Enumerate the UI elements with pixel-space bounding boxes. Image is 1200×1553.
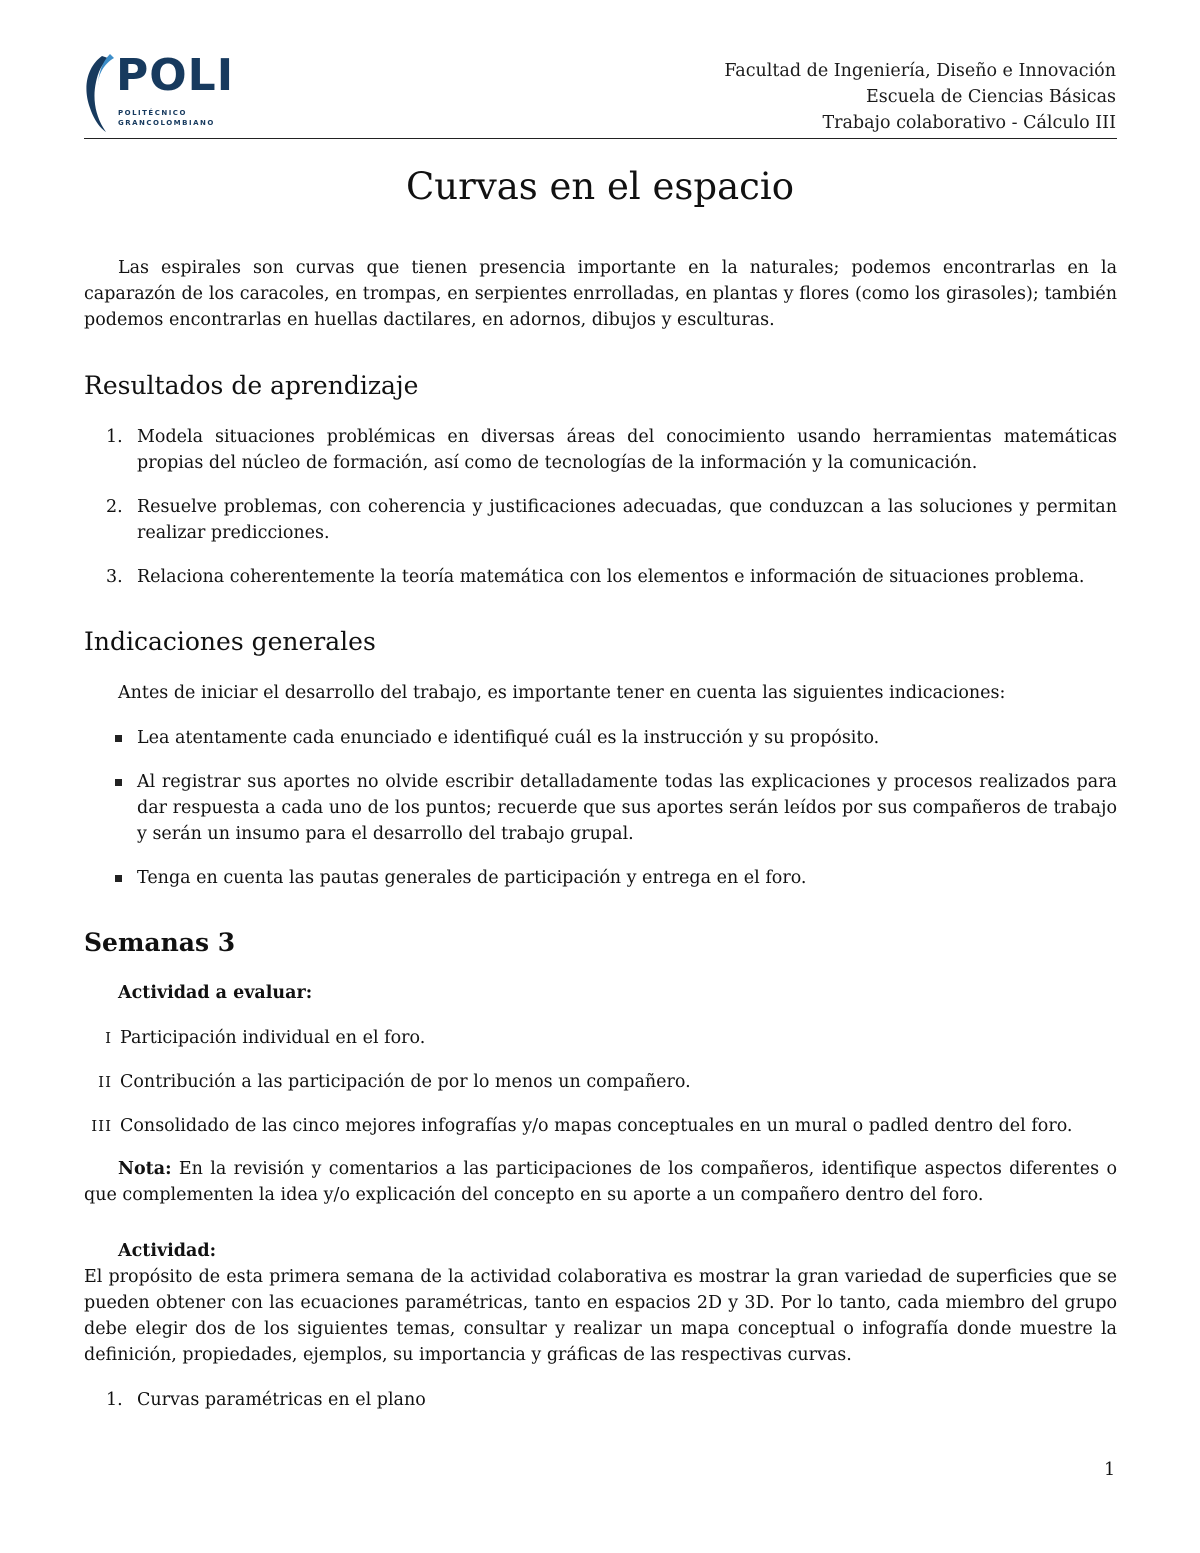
document-title: Curvas en el espacio [406,165,794,208]
intro-paragraph: Las espirales son curvas que tienen presencia importante en la naturales; podemos encontrarlas en la caparazón de los caracoles, en trompas, en serpientes enrrolladas, en plantas y flores (como los girasoles); también podemos encontrarlas en huellas dactilares, en adornos, dibujos y esculturas. [84,258,1117,330]
indicaciones-list [84,725,1117,909]
nota-paragraph [84,1156,1117,1208]
faculty-line: Facultad de Ingeniería, Diseño e Innovación [724,61,1116,81]
nota-text: En la revisión y comentarios a las participaciones de los compañeros, identifique aspectos diferentes o que complementen la idea y/o explicación del concepto en su aporte a un compañero dentro del foro. [84,1159,1117,1205]
actividad-evaluar-label: Actividad a evaluar: [118,983,313,1003]
list-item: Lea atentamente cada enunciado e identifiqué cuál es la instrucción y su propósito. [84,725,1117,751]
bullet-icon [115,735,122,742]
header-info [724,58,1116,136]
bullet-icon [115,875,122,882]
actividad-label: Actividad: [118,1241,217,1261]
list-item: 1. Curvas paramétricas en el plano [106,1390,426,1410]
list-item: 1. Modela situaciones problémicas en diversas áreas del conocimiento usando herramientas matemáticas propias del núcleo de formación, así como de tecnologías de la información y la comunicación. [106,427,1117,473]
list-item: 3. Relaciona coherentemente la teoría matemática con los elementos e información de situaciones problema. [106,567,1085,587]
nota-label: Nota: [118,1159,172,1179]
list-item: III Consolidado de las cinco mejores infografías y/o mapas conceptuales en un mural o padled dentro del foro. [91,1116,1073,1136]
temas-list [84,1387,1117,1431]
evaluacion-list [84,1025,1117,1157]
section-heading-indicaciones: Indicaciones generales [84,627,376,656]
logo-wordmark: POLI [116,50,235,101]
actividad-paragraph: El propósito de esta primera semana de la actividad colaborativa es mostrar la gran variedad de superficies que se pueden obtener con las ecuaciones paramétricas, tanto en espacios 2D y 3D. Por lo tanto, cada miembro del grupo debe elegir dos de los siguientes temas, consultar y realizar un mapa conceptual o infografía donde muestre la definición, propiedades, ejemplos, su importancia y gráficas de las respectivas curvas. [84,1267,1117,1365]
header-divider [84,138,1117,139]
list-item: I Participación individual en el foro. [105,1028,426,1048]
bullet-icon [115,779,122,786]
logo-subtitle: POLITÉCNICO GRANCOLOMBIANO [118,109,215,127]
list-item: Tenga en cuenta las pautas generales de participación y entrega en el foro. [84,865,1117,891]
section-heading-semanas: Semanas 3 [84,928,236,957]
section-heading-resultados: Resultados de aprendizaje [84,371,419,400]
poli-logo [80,50,235,136]
list-item: Al registrar sus aportes no olvide escribir detalladamente todas las explicaciones y procesos realizados para dar respuesta a cada uno de los puntos; recuerde que sus aportes serán leídos por sus compañeros de trabajo y serán un insumo para el desarrollo del trabajo grupal. [84,769,1117,847]
resultados-list [84,424,1117,608]
course-line: Trabajo colaborativo - Cálculo III [822,113,1116,133]
logo-swoosh-icon [80,52,120,136]
indicaciones-lead: Antes de iniciar el desarrollo del trabajo, es importante tener en cuenta las siguientes indicaciones: [118,683,1006,703]
list-item: 2. Resuelve problemas, con coherencia y justificaciones adecuadas, que conduzcan a las soluciones y permitan realizar predicciones. [106,497,1117,543]
school-line: Escuela de Ciencias Básicas [866,87,1116,107]
page-number: 1 [1104,1460,1116,1480]
list-item: II Contribución a las participación de por lo menos un compañero. [98,1072,691,1092]
